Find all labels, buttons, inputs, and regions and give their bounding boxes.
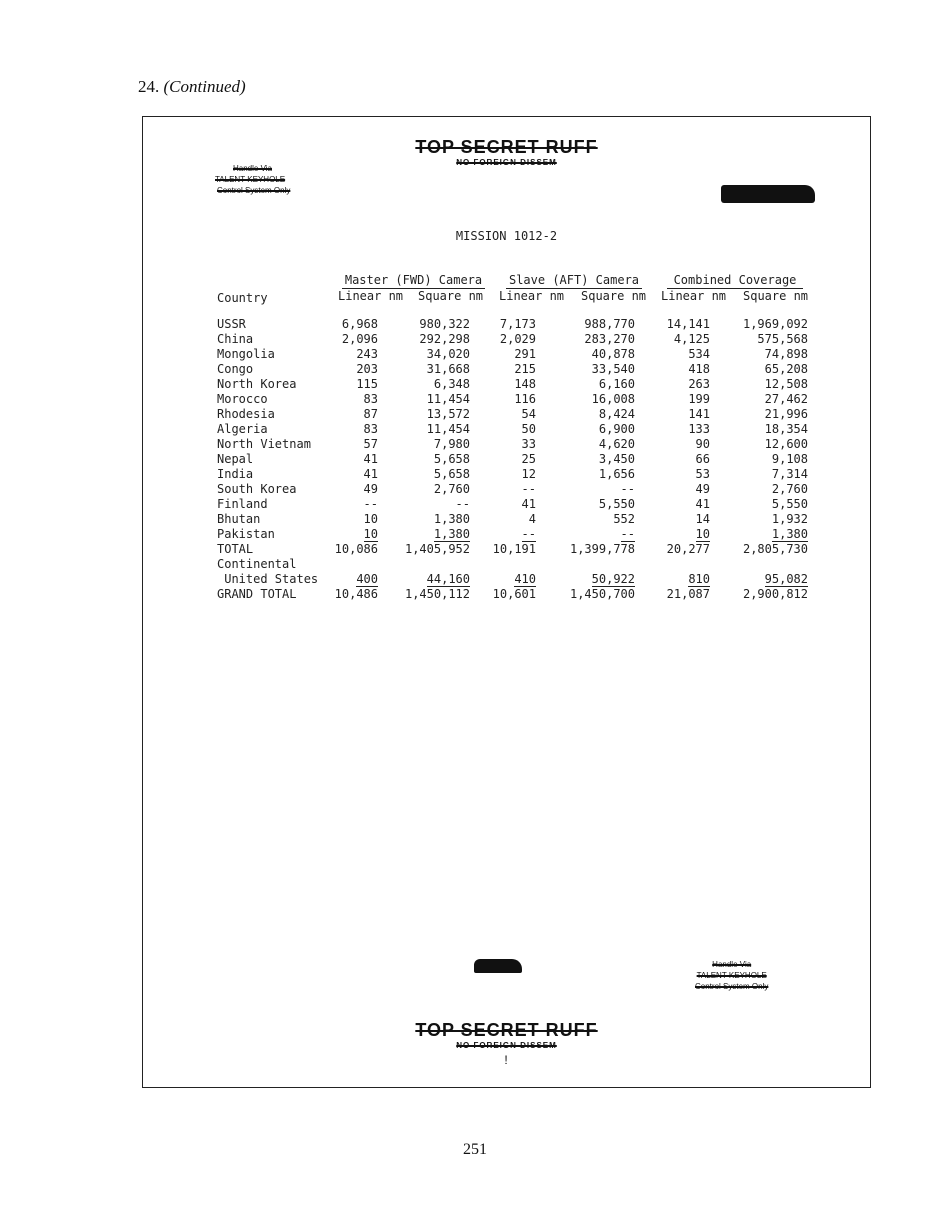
page-number: 251 [463,1141,487,1158]
footer-mark: ! [504,1053,509,1067]
master-linear-header: Linear nm [338,289,404,303]
table-row: North Vietnam 57 7,980 33 4,620 90 12,600 [217,437,808,451]
country-column-header: Country [217,291,268,305]
table-row: Morocco 83 11,454 116 16,008 199 27,462 [217,392,808,406]
table-row: Mongolia 243 34,020 291 40,878 534 74,898 [217,347,808,361]
section-number: 24. [138,77,160,96]
mission-title: MISSION 1012-2 [455,229,558,243]
table-row: Nepal 41 5,658 25 3,450 66 9,108 [217,452,808,466]
table-row: China 2,096 292,298 2,029 283,270 4,125 575,568 [217,332,808,346]
master-camera-header: Master (FWD) Camera [342,273,485,289]
slave-linear-header: Linear nm [499,289,565,303]
combined-coverage-header: Combined Coverage [667,273,803,289]
handling-stamp-bottom-right: Handle Via TALENT-KEYHOLE Control System Only [695,960,769,991]
table-row: South Korea 49 2,760 -- -- 49 2,760 [217,482,808,496]
table-row: Algeria 83 11,454 50 6,900 133 18,354 [217,422,808,436]
slave-camera-header: Slave (AFT) Camera [506,273,642,289]
table-row: North Korea 115 6,348 148 6,160 263 12,508 [217,377,808,391]
table-row: Finland -- -- 41 5,550 41 5,550 [217,497,808,511]
section-continued-label: (Continued) [163,77,246,96]
classification-stamp-top: TOP SECRET RUFF [415,137,598,157]
combined-linear-header: Linear nm [661,289,727,303]
table-row: Pakistan 10 1,380 -- -- 10 1,380 [217,527,808,541]
master-square-header: Square nm [418,289,484,303]
slave-square-header: Square nm [581,289,647,303]
combined-square-header: Square nm [743,289,809,303]
coverage-table [217,317,808,602]
table-row: Rhodesia 87 13,572 54 8,424 141 21,996 [217,407,808,421]
dissem-stamp-top: NO FOREIGN DISSEM [456,158,557,167]
table-row: Congo 203 31,668 215 33,540 418 65,208 [217,362,808,376]
dissem-stamp-bottom: NO FOREIGN DISSEM [456,1041,557,1050]
classification-stamp-bottom: TOP SECRET RUFF [415,1020,598,1040]
table-row: India 41 5,658 12 1,656 53 7,314 [217,467,808,481]
grand-total-row: GRAND TOTAL 10,486 1,450,112 10,601 1,450,700 21,087 2,900,812 [217,587,808,601]
document-frame [142,116,871,1088]
section-header [138,77,246,97]
redaction-block-bottom [474,959,522,973]
total-row: TOTAL 10,086 1,405,952 10,191 1,399,778 20,277 2,805,730 [217,542,808,556]
table-row: Bhutan 10 1,380 4 552 14 1,932 [217,512,808,526]
table-row: USSR 6,968 980,322 7,173 988,770 14,141 1,969,092 [217,317,808,331]
continental-label-row: Continental [217,557,297,571]
redaction-block-top [721,185,815,203]
continental-row: United States 400 44,160 410 50,922 810 95,082 [217,572,808,586]
handling-stamp-top-left: Handle Via TALENT-KEYHOLE Control System Only [215,164,291,195]
